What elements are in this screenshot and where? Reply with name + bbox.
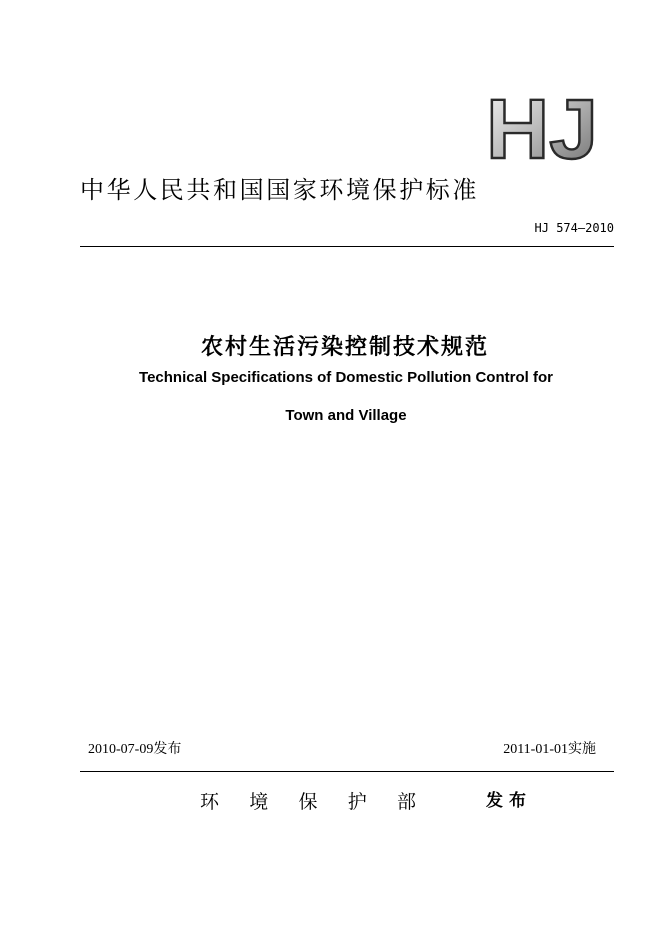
issuer-char: 护 (347, 791, 367, 813)
standard-number: HJ 574—2010 (534, 221, 614, 235)
title-english-line-1: Technical Specifications of Domestic Pollution Control for (139, 369, 553, 386)
issuer-char: 环 (200, 791, 220, 813)
issuing-authority (200, 787, 416, 814)
issuer-char: 保 (298, 791, 318, 813)
hj-logo-text: HJ (486, 92, 598, 164)
implementation-date: 2011-01-01实施 (503, 742, 596, 757)
hj-logo (484, 92, 602, 164)
standard-type: 中华人民共和国国家环境保护标准 (80, 176, 479, 204)
publish-label: 发布 (486, 791, 532, 811)
footer-divider (80, 771, 614, 772)
issuer-char: 部 (396, 791, 416, 813)
title-english-line-2: Town and Village (285, 407, 407, 424)
issue-date: 2010-07-09发布 (88, 742, 182, 757)
title-chinese: 农村生活污染控制技术规范 (200, 335, 489, 360)
header-divider (80, 246, 614, 247)
issuer-char: 境 (249, 791, 269, 813)
